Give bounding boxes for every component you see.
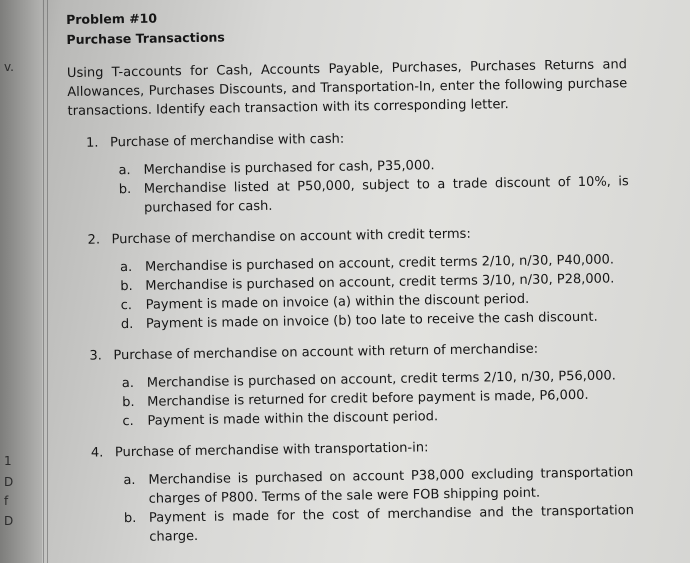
- list-item: [124, 501, 635, 547]
- section-heading-text: Purchase of merchandise with cash:: [109, 131, 345, 151]
- item-text: Merchandise listed at P50,000, subject to a trade discount of 10%, is purchased for cash.: [143, 174, 629, 216]
- item-text: Payment is made for the cost of merchandise and the transportation charge.: [148, 503, 635, 545]
- section-number: 2.: [87, 232, 101, 248]
- item-letter: a.: [118, 163, 131, 179]
- item-text: Merchandise is purchased on account, credit terms 2/10, n/30, P56,000.: [146, 368, 616, 391]
- transaction-section: [73, 435, 635, 548]
- item-text: Merchandise is purchased on account, credit terms 2/10, n/30, P40,000.: [144, 252, 615, 275]
- margin-mark: 1: [4, 454, 12, 468]
- transaction-sections: [68, 125, 634, 548]
- section-number: 1.: [85, 135, 99, 151]
- margin-rule-line: [47, 0, 48, 563]
- section-items: [73, 463, 634, 548]
- item-text: Merchandise is purchased on account P38,000 excluding transportation charges of P800. Terms of the sale were FOB shipping point.: [148, 465, 634, 507]
- section-heading-text: Purchase of merchandise on account with credit terms:: [111, 226, 471, 248]
- item-letter: b.: [120, 278, 133, 295]
- problem-title: Purchase Transactions: [66, 29, 225, 47]
- transaction-section: [68, 125, 629, 219]
- list-item: [119, 172, 630, 218]
- item-letter: b.: [122, 394, 135, 411]
- item-letter: d.: [120, 316, 134, 333]
- item-text: Merchandise is returned for credit before payment is made, P6,000.: [147, 387, 589, 410]
- section-number: 4.: [90, 445, 104, 461]
- section-heading: [69, 222, 629, 250]
- item-text: Payment is made within the discount period.: [147, 409, 439, 429]
- section-heading: [73, 435, 633, 463]
- item-letter: b.: [118, 181, 132, 198]
- margin-mark: f: [4, 494, 9, 508]
- section-items: [68, 153, 629, 219]
- item-text: Payment is made on invoice (b) too late to receive the cash discount.: [145, 309, 598, 332]
- section-heading: [68, 125, 628, 153]
- margin-mark: v.: [4, 60, 14, 74]
- item-text: Merchandise is purchased for cash, P35,000.: [143, 158, 435, 178]
- instructions-paragraph: Using T-accounts for Cash, Accounts Payable, Purchases, Purchases Returns and Allowances, Purchases Discounts, and Transportation-In, enter the following purchase transactions. Identify each transaction with its corresponding letter.: [66, 57, 628, 119]
- margin-mark: D: [4, 475, 14, 489]
- section-heading-text: Purchase of merchandise with transportation-in:: [114, 440, 429, 461]
- section-heading: [71, 338, 631, 366]
- section-items: [70, 250, 631, 335]
- item-letter: c.: [120, 298, 133, 314]
- item-text: Merchandise is purchased on account, credit terms 3/10, n/30, P28,000.: [145, 271, 615, 294]
- transaction-section: [71, 338, 632, 432]
- section-number: 3.: [89, 348, 102, 364]
- item-letter: a.: [119, 259, 133, 276]
- problem-number: Problem #10: [66, 10, 158, 27]
- item-letter: a.: [123, 472, 136, 489]
- margin-mark: D: [4, 514, 14, 528]
- item-text: Payment is made on invoice (a) within the discount period.: [145, 291, 530, 313]
- item-letter: b.: [123, 510, 137, 527]
- item-letter: a.: [121, 375, 135, 392]
- section-items: [72, 366, 633, 432]
- section-heading-text: Purchase of merchandise on account with return of merchandise:: [113, 341, 539, 364]
- worksheet-page: [66, 1, 634, 548]
- item-letter: c.: [122, 413, 134, 430]
- margin-rule-line: [43, 0, 44, 563]
- transaction-section: [69, 222, 631, 335]
